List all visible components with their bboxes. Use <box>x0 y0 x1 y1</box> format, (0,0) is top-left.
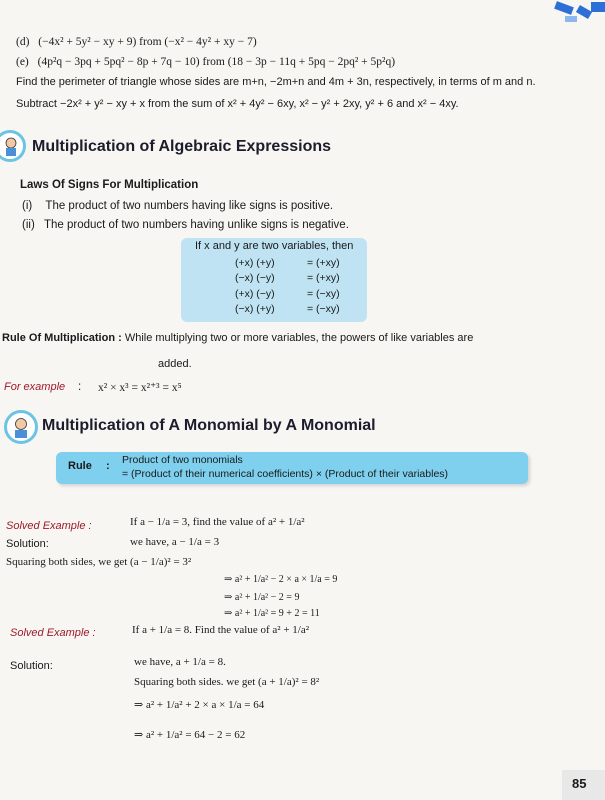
corner-decoration <box>515 0 605 26</box>
solution-2-step3: ⇒ a² + 1/a² + 2 × a × 1/a = 64 <box>134 699 265 711</box>
solution-1-label: Solution: <box>6 538 49 550</box>
student-icon <box>7 413 35 441</box>
solution-1-step1: we have, a − 1/a = 3 <box>130 536 220 548</box>
monomial-rule-box <box>56 452 528 484</box>
section-heading-monomial: Multiplication of A Monomial by A Monomial <box>42 417 376 434</box>
rule-text-continued: added. <box>158 358 192 370</box>
student-icon <box>0 133 23 159</box>
solution-1-step4: ⇒ a² + 1/a² − 2 = 9 <box>224 592 300 603</box>
sign-row-rhs: = (+xy) <box>307 257 340 269</box>
sign-rules-table <box>181 238 367 322</box>
rule-label: Rule Of Multiplication : <box>2 332 122 344</box>
law-1-text: The product of two numbers having like signs is positive. <box>45 200 334 212</box>
exercise-d <box>16 36 257 48</box>
example-colon: : <box>78 381 82 393</box>
solution-2-step2: Squaring both sides. we get (a + 1/a)² = 8² <box>134 676 320 688</box>
rule-box-line1: Product of two monomials <box>122 454 243 466</box>
exercise-e <box>16 56 395 68</box>
rule-box-line2: = (Product of their numerical coefficients) × (Product of their variables) <box>122 468 449 480</box>
solution-2-step4: ⇒ a² + 1/a² = 64 − 2 = 62 <box>134 729 246 741</box>
solution-1-step2: Squaring both sides, we get (a − 1/a)² = 3² <box>6 556 192 568</box>
sign-row-lhs: (+x) (−y) <box>235 288 275 300</box>
solved-example-2-question: If a + 1/a = 8. Find the value of a² + 1/a² <box>132 624 310 636</box>
section-icon <box>0 130 26 162</box>
law-2-text: The product of two numbers having unlike signs is negative. <box>43 219 349 231</box>
section-heading-multiplication: Multiplication of Algebraic Expressions <box>32 138 332 155</box>
example-label: For example <box>4 381 66 393</box>
solution-1-step3: ⇒ a² + 1/a² − 2 × a × 1/a = 9 <box>224 574 338 585</box>
solved-example-1-label: Solved Example : <box>6 520 92 532</box>
sign-row-lhs: (−x) (−y) <box>235 272 275 284</box>
question-subtract: Subtract −2x² + y² − xy + x from the sum of x² + 4y² − 6xy, x² − y² + 2xy, y² + 6 and x² − 4xy. <box>16 98 459 110</box>
solution-2-step1: we have, a + 1/a = 8. <box>134 656 226 668</box>
law-2 <box>22 219 349 231</box>
sign-row-lhs: (−x) (+y) <box>235 303 275 315</box>
page-number: 85 <box>562 770 605 800</box>
solved-example-1-question: If a − 1/a = 3, find the value of a² + 1/a² <box>130 516 305 528</box>
rule-text: While multiplying two or more variables, the powers of like variables are <box>121 332 474 344</box>
example-expression: x² × x³ = x²⁺³ = x⁵ <box>98 382 182 394</box>
sign-row-rhs: = (+xy) <box>307 272 340 284</box>
solution-2-label: Solution: <box>10 660 53 672</box>
solved-example-2-label: Solved Example : <box>10 627 96 639</box>
exercise-e-text: (4p²q − 3pq + 5pq² − 8p + 7q − 10) from (18 − 3p − 11q + 5pq − 2pq² + 5p²q) <box>37 56 396 68</box>
laws-title: Laws Of Signs For Multiplication <box>20 179 199 191</box>
section-icon <box>4 410 38 444</box>
solution-1-step5: ⇒ a² + 1/a² = 9 + 2 = 11 <box>224 608 320 619</box>
law-2-label: (ii) <box>22 219 35 231</box>
rule-box-colon: : <box>106 460 110 472</box>
exercise-d-text: (−4x² + 5y² − xy + 9) from (−x² − 4y² + xy − 7) <box>38 36 257 48</box>
exercise-e-label: (e) <box>16 56 29 68</box>
law-1 <box>22 200 333 212</box>
rule-of-multiplication <box>2 332 473 344</box>
rule-box-label: Rule <box>68 460 92 472</box>
sign-row-rhs: = (−xy) <box>307 288 340 300</box>
sign-table-title: If x and y are two variables, then <box>195 240 354 252</box>
exercise-d-label: (d) <box>16 36 30 48</box>
sign-row-rhs: = (−xy) <box>307 303 340 315</box>
question-perimeter: Find the perimeter of triangle whose sides are m+n, −2m+n and 4m + 3n, respectively, in terms of m and n. <box>16 76 536 88</box>
law-1-label: (i) <box>22 200 33 212</box>
sign-row-lhs: (+x) (+y) <box>235 257 275 269</box>
